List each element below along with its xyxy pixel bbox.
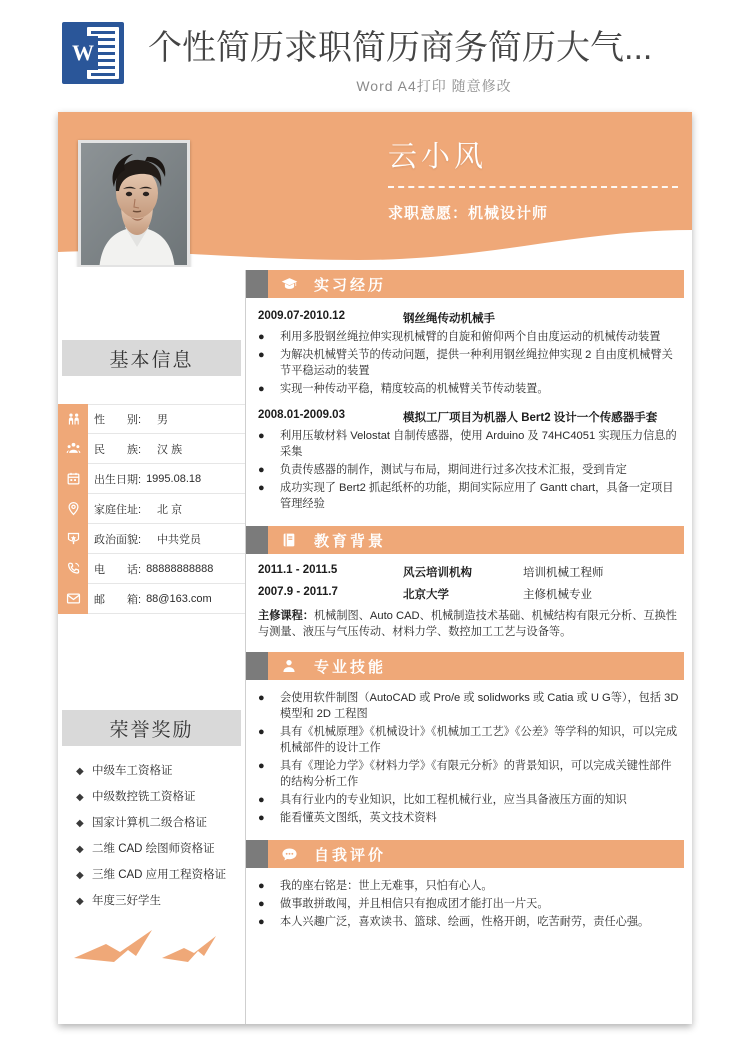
education-major: 培训机械工程师 <box>523 567 604 579</box>
bullet-icon: ● <box>258 898 265 910</box>
section-header-skills <box>246 652 692 680</box>
honor-text: 二维 CAD 绘图师资格证 <box>92 843 215 855</box>
list-item <box>258 329 682 345</box>
section-accent-block <box>246 526 268 554</box>
info-row-phone <box>58 554 245 584</box>
diamond-bullet-icon: ◆ <box>76 870 84 881</box>
bullet-icon: ● <box>258 430 265 442</box>
list-item <box>258 381 682 397</box>
bullet-icon: ● <box>258 383 265 395</box>
list-item <box>258 480 682 512</box>
bullet-text: 会使用软件制图（AutoCAD 或 Pro/e 或 solidworks 或 Catia 或 U G等），包括 3D 模型和 2D 工程图 <box>280 692 679 720</box>
section-accent-block <box>246 652 268 680</box>
info-value: 男 <box>146 414 169 426</box>
bullet-icon: ● <box>258 331 265 343</box>
list-item <box>258 914 682 930</box>
section-title-bar <box>268 526 684 554</box>
bullet-text: 本人兴趣广泛，喜欢读书、篮球、绘画，性格开朗，吃苦耐劳，责任心强。 <box>280 916 650 928</box>
bullet-icon: ● <box>258 880 265 892</box>
person-icon <box>274 658 304 674</box>
list-item <box>258 690 682 722</box>
bullet-text: 利用压敏材料 Velostat 自制传感器，使用 Arduino 及 74HC4051 实现压力信息的采集 <box>280 430 677 458</box>
list-item <box>258 878 682 894</box>
section-title: 自我评价 <box>314 846 387 864</box>
list-item <box>76 816 245 831</box>
info-value: 北 京 <box>146 503 183 516</box>
section-title: 教育背景 <box>314 532 387 550</box>
ethnicity-icon <box>58 434 88 464</box>
education-school: 风云培训机构 <box>403 567 472 579</box>
info-row-birthdate <box>58 464 245 494</box>
phone-icon <box>58 554 88 584</box>
candidate-name: 云小风 <box>388 141 488 173</box>
bullet-icon: ● <box>258 726 265 738</box>
bullet-text: 成功实现了 Bert2 抓起纸杯的功能，期间实际应用了 Gantt chart，具备一定项目管理经验 <box>280 482 674 510</box>
graduation-cap-icon <box>274 276 304 293</box>
courses-text: 机械制图、Auto CAD、机械制造技术基础、机械结构有限元分析、互换性与测量、液压与气压传动、材料力学、数控加工工艺与设备等。 <box>258 610 677 638</box>
section-header-self-evaluation <box>246 840 692 868</box>
bullet-text: 具有《机械原理》《机械设计》《机械加工工艺》《公差》等学科的知识，可以完成机械部件的设计工作 <box>280 726 678 754</box>
bullet-icon: ● <box>258 760 265 772</box>
diamond-bullet-icon: ◆ <box>76 844 84 855</box>
info-label: 民 族: <box>94 443 142 456</box>
calendar-icon <box>58 464 88 494</box>
section-accent-block <box>246 840 268 868</box>
main-column <box>246 270 692 1024</box>
honor-text: 国家计算机二级合格证 <box>92 817 207 829</box>
info-row-gender <box>58 404 245 434</box>
list-item <box>258 896 682 912</box>
info-label: 政治面貌: <box>94 533 142 546</box>
chat-bubble-icon <box>274 846 304 863</box>
list-item <box>76 842 245 857</box>
party-icon <box>58 524 88 554</box>
section-title: 实习经历 <box>314 276 387 294</box>
bullet-icon: ● <box>258 482 265 494</box>
diamond-bullet-icon: ◆ <box>76 792 84 803</box>
info-value: 汉 族 <box>146 443 183 456</box>
courses-label: 主修课程： <box>258 610 314 622</box>
book-icon <box>274 532 304 548</box>
info-value: 1995.08.18 <box>146 472 202 485</box>
document-subtitle: Word A4打印 随意修改 <box>356 78 512 94</box>
mail-icon <box>58 584 88 614</box>
bullet-text: 具有《理论力学》《材料力学》《有限元分析》的背景知识，可以完成关键性部件的结构分析工作 <box>280 760 672 788</box>
honor-text: 年度三好学生 <box>92 895 161 907</box>
list-item <box>258 810 682 826</box>
education-row <box>258 564 682 580</box>
section-body-internship <box>246 298 692 512</box>
honor-text: 三维 CAD 应用工程资格证 <box>92 869 227 881</box>
bullet-text: 能看懂英文图纸，英文技术资料 <box>280 812 437 824</box>
section-title-bar <box>268 652 684 680</box>
list-item <box>258 724 682 756</box>
diamond-bullet-icon: ◆ <box>76 818 84 829</box>
section-header-internship <box>246 270 692 298</box>
job-role: 钢丝绳传动机械手 <box>403 313 495 325</box>
word-icon-letter: W <box>68 36 98 70</box>
honors-list <box>58 764 245 909</box>
education-date: 2007.9 - 2011.7 <box>258 586 338 598</box>
info-value: 88888888888 <box>146 562 214 575</box>
info-label: 出生日期: <box>94 473 142 486</box>
bullet-text: 实现一种传动平稳，精度较高的机械臂关节传动装置。 <box>280 383 549 395</box>
section-title: 专业技能 <box>314 658 387 676</box>
bullet-text: 负责传感器的制作，测试与布局，期间进行过多次技术汇报，受到肯定 <box>280 464 627 476</box>
education-row <box>258 586 682 602</box>
honor-text: 中级数控铣工资格证 <box>92 791 196 803</box>
section-body-self-evaluation <box>246 868 692 930</box>
bullet-text: 为解决机械臂关节的传动问题，提供一种利用钢丝绳拉伸实现 2 自由度机械臂关节平稳运动的装置 <box>280 349 673 377</box>
info-row-political <box>58 524 245 554</box>
info-row-email <box>58 584 245 614</box>
honors-title: 荣誉奖励 <box>62 710 241 746</box>
section-body-skills <box>246 680 692 826</box>
bullet-text: 利用多股钢丝绳拉伸实现机械臂的自旋和俯仰两个自由度运动的机械传动装置 <box>280 331 661 343</box>
word-document-icon <box>62 22 124 84</box>
list-item <box>258 462 682 478</box>
bullet-icon: ● <box>258 349 265 361</box>
section-accent-block <box>246 270 268 298</box>
info-row-address <box>58 494 245 524</box>
job-date: 2008.01-2009.03 <box>258 409 345 421</box>
education-date: 2011.1 - 2011.5 <box>258 564 338 576</box>
info-label: 电 话: <box>94 563 142 576</box>
bullet-icon: ● <box>258 794 265 806</box>
list-item <box>258 347 682 379</box>
resume-page <box>58 112 692 1024</box>
job-role: 模拟工厂项目为机器人 Bert2 设计一个传感器手套 <box>403 412 658 424</box>
list-item <box>258 428 682 460</box>
education-major: 主修机械专业 <box>523 589 592 601</box>
job-heading <box>258 409 682 425</box>
bullet-icon: ● <box>258 692 265 704</box>
info-row-ethnicity <box>58 434 245 464</box>
gender-icon <box>58 404 88 434</box>
diamond-bullet-icon: ◆ <box>76 896 84 907</box>
resume-banner <box>58 112 692 267</box>
info-value: 88@163.com <box>146 592 212 605</box>
list-item <box>76 894 245 909</box>
list-item <box>258 792 682 808</box>
info-label: 性 别: <box>94 414 142 426</box>
info-label: 邮 箱: <box>94 593 142 606</box>
decorative-birds-icon <box>70 926 240 978</box>
list-item <box>76 790 245 805</box>
info-value: 中共党员 <box>146 533 202 546</box>
bullet-text: 做事敢拼敢闯，并且相信只有抱成团才能打出一片天。 <box>280 898 549 910</box>
section-header-education <box>246 526 692 554</box>
document-title: 个性简历求职简历商务简历大气... <box>148 29 653 67</box>
list-item <box>258 758 682 790</box>
location-icon <box>58 494 88 524</box>
bullet-text: 具有行业内的专业知识，比如工程机械行业，应当具备液压方面的知识 <box>280 794 627 806</box>
section-body-education <box>246 554 692 640</box>
education-school: 北京大学 <box>403 589 449 601</box>
banner-divider <box>388 186 678 188</box>
education-courses <box>258 608 682 640</box>
app-header <box>0 0 750 110</box>
basic-info-title: 基本信息 <box>62 340 241 376</box>
job-date: 2009.07-2010.12 <box>258 310 345 322</box>
sidebar <box>58 270 245 1024</box>
bullet-icon: ● <box>258 464 265 476</box>
portrait-photo <box>81 143 190 267</box>
bullet-text: 我的座右铭是：世上无难事，只怕有心人。 <box>280 880 493 892</box>
job-heading <box>258 310 682 326</box>
bullet-icon: ● <box>258 916 265 928</box>
section-title-bar <box>268 270 684 298</box>
bullet-icon: ● <box>258 812 265 824</box>
avatar <box>78 140 190 267</box>
list-item <box>76 868 245 883</box>
honor-text: 中级车工资格证 <box>92 765 173 777</box>
basic-info-list <box>58 404 245 614</box>
diamond-bullet-icon: ◆ <box>76 766 84 777</box>
list-item <box>76 764 245 779</box>
job-objective: 求职意愿：机械设计师 <box>388 205 549 222</box>
info-label: 家庭住址: <box>94 503 142 516</box>
section-title-bar <box>268 840 684 868</box>
